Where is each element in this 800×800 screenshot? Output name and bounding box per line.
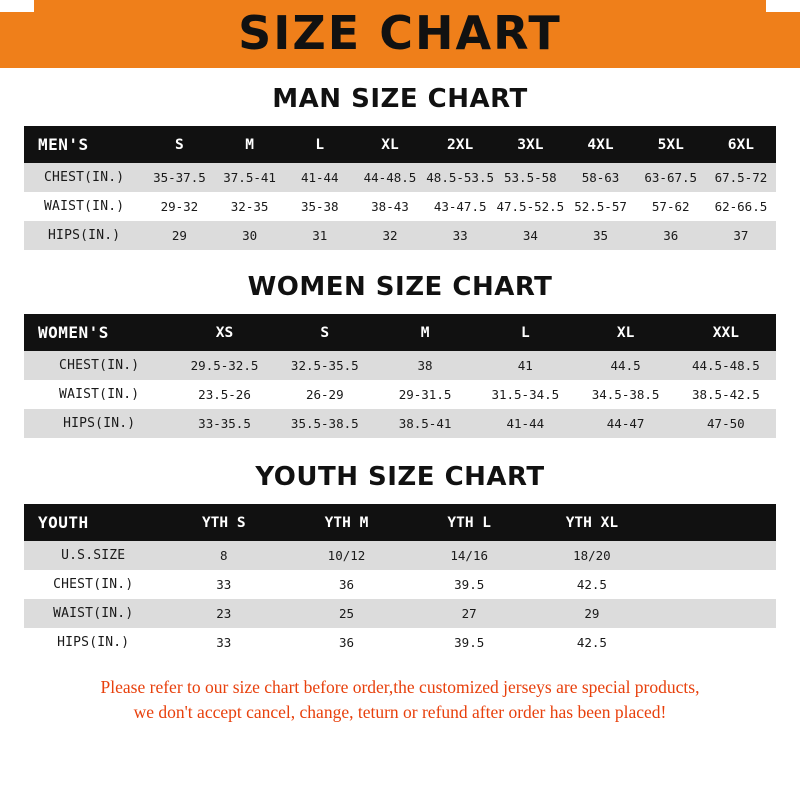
man-row-2-cell-6: 35 [565,221,635,250]
youth-row-1-label: CHEST(IN.) [24,570,162,599]
women-row-1-cell-3: 31.5-34.5 [475,380,575,409]
man-row-1-cell-8: 62-66.5 [706,192,776,221]
youth-row-3-cell-0: 33 [162,628,285,657]
youth-row-3-label: HIPS(IN.) [24,628,162,657]
youth-row-0-cell-4 [653,541,776,570]
youth-row-1-cell-4 [653,570,776,599]
women-row-0-cell-3: 41 [475,351,575,380]
man-row-0-cell-4: 48.5-53.5 [425,163,495,192]
man-header-cell-7: 4XL [565,126,635,163]
youth-row-1-cell-2: 39.5 [408,570,531,599]
table-header-row [24,504,776,541]
women-header-cell-2: S [275,314,375,351]
women-table-body [24,351,776,438]
youth-row-2-cell-1: 25 [285,599,408,628]
women-size-table [24,314,776,438]
youth-row-1-cell-1: 36 [285,570,408,599]
table-header-row [24,314,776,351]
table-row [24,628,776,657]
women-row-1-cell-2: 29-31.5 [375,380,475,409]
women-header-cell-0: WOMEN'S [24,314,174,351]
youth-header-cell-4: YTH XL [531,504,654,541]
man-row-2-cell-0: 29 [144,221,214,250]
man-size-table [24,126,776,250]
header-banner [0,0,800,68]
women-row-2-cell-0: 33-35.5 [174,409,274,438]
man-row-1-cell-0: 29-32 [144,192,214,221]
youth-row-0-cell-0: 8 [162,541,285,570]
youth-header-cell-1: YTH S [162,504,285,541]
youth-row-0-cell-3: 18/20 [531,541,654,570]
women-row-2-cell-1: 35.5-38.5 [275,409,375,438]
man-row-1-cell-1: 32-35 [215,192,285,221]
man-row-2-cell-2: 31 [285,221,355,250]
man-row-0-cell-0: 35-37.5 [144,163,214,192]
man-row-1-cell-5: 47.5-52.5 [495,192,565,221]
table-row [24,599,776,628]
man-row-2-cell-5: 34 [495,221,565,250]
women-row-2-cell-3: 41-44 [475,409,575,438]
man-row-2-cell-4: 33 [425,221,495,250]
women-header-cell-4: L [475,314,575,351]
man-section-title: MAN SIZE CHART [272,84,528,114]
women-table-head [24,314,776,351]
man-row-0-label: CHEST(IN.) [24,163,144,192]
youth-size-table [24,504,776,657]
youth-section-title: YOUTH SIZE CHART [255,462,545,492]
women-row-0-cell-0: 29.5-32.5 [174,351,274,380]
youth-row-2-cell-4 [653,599,776,628]
man-row-0-cell-5: 53.5-58 [495,163,565,192]
youth-row-0-cell-2: 14/16 [408,541,531,570]
man-header-cell-4: XL [355,126,425,163]
women-row-2-cell-5: 47-50 [676,409,776,438]
women-section-title: WOMEN SIZE CHART [247,272,553,302]
youth-row-2-cell-0: 23 [162,599,285,628]
youth-row-2-cell-2: 27 [408,599,531,628]
man-header-cell-3: L [285,126,355,163]
youth-row-2-cell-3: 29 [531,599,654,628]
table-row [24,351,776,380]
table-row [24,380,776,409]
man-row-0-cell-2: 41-44 [285,163,355,192]
table-row [24,221,776,250]
man-row-2-cell-7: 36 [636,221,706,250]
youth-row-3-cell-4 [653,628,776,657]
man-header-cell-9: 6XL [706,126,776,163]
man-row-0-cell-3: 44-48.5 [355,163,425,192]
table-header-row [24,126,776,163]
women-header-cell-1: XS [174,314,274,351]
man-table-head [24,126,776,163]
women-row-1-label: WAIST(IN.) [24,380,174,409]
women-row-1-cell-1: 26-29 [275,380,375,409]
youth-row-1-cell-3: 42.5 [531,570,654,599]
women-row-0-cell-2: 38 [375,351,475,380]
women-header-cell-5: XL [575,314,675,351]
man-row-0-cell-1: 37.5-41 [215,163,285,192]
man-table-body [24,163,776,250]
youth-header-cell-2: YTH M [285,504,408,541]
man-row-2-label: HIPS(IN.) [24,221,144,250]
table-row [24,163,776,192]
man-header-cell-8: 5XL [636,126,706,163]
youth-row-3-cell-3: 42.5 [531,628,654,657]
youth-row-3-cell-2: 39.5 [408,628,531,657]
man-row-1-cell-4: 43-47.5 [425,192,495,221]
man-row-0-cell-6: 58-63 [565,163,635,192]
footer-line-2: we don't accept cancel, change, teturn or refund after order has been placed! [133,702,667,723]
man-header-cell-5: 2XL [425,126,495,163]
table-row [24,570,776,599]
women-header-cell-6: XXL [676,314,776,351]
youth-row-1-cell-0: 33 [162,570,285,599]
man-row-1-label: WAIST(IN.) [24,192,144,221]
table-row [24,409,776,438]
women-row-0-label: CHEST(IN.) [24,351,174,380]
man-row-1-cell-6: 52.5-57 [565,192,635,221]
youth-header-cell-5 [653,504,776,541]
man-row-2-cell-8: 37 [706,221,776,250]
women-row-0-cell-1: 32.5-35.5 [275,351,375,380]
man-header-cell-0: MEN'S [24,126,144,163]
women-row-0-cell-5: 44.5-48.5 [676,351,776,380]
youth-row-3-cell-1: 36 [285,628,408,657]
women-row-0-cell-4: 44.5 [575,351,675,380]
women-row-1-cell-0: 23.5-26 [174,380,274,409]
man-row-2-cell-3: 32 [355,221,425,250]
youth-row-2-label: WAIST(IN.) [24,599,162,628]
women-row-2-cell-2: 38.5-41 [375,409,475,438]
youth-header-cell-0: YOUTH [24,504,162,541]
man-row-2-cell-1: 30 [215,221,285,250]
man-row-1-cell-2: 35-38 [285,192,355,221]
youth-table-head [24,504,776,541]
man-header-cell-2: M [215,126,285,163]
man-row-1-cell-3: 38-43 [355,192,425,221]
header-notch-right [766,0,800,12]
footer-disclaimer [24,675,776,726]
footer-line-1: Please refer to our size chart before order,the customized jerseys are special products, [100,677,700,697]
women-row-2-label: HIPS(IN.) [24,409,174,438]
women-row-2-cell-4: 44-47 [575,409,675,438]
table-row [24,192,776,221]
youth-row-0-cell-1: 10/12 [285,541,408,570]
man-row-1-cell-7: 57-62 [636,192,706,221]
women-row-1-cell-4: 34.5-38.5 [575,380,675,409]
man-row-0-cell-8: 67.5-72 [706,163,776,192]
header-notch-left [0,0,34,12]
man-row-0-cell-7: 63-67.5 [636,163,706,192]
page-title: SIZE CHART [238,6,562,60]
youth-row-0-label: U.S.SIZE [24,541,162,570]
youth-header-cell-3: YTH L [408,504,531,541]
man-header-cell-6: 3XL [495,126,565,163]
youth-table-body [24,541,776,657]
women-row-1-cell-5: 38.5-42.5 [676,380,776,409]
women-header-cell-3: M [375,314,475,351]
table-row [24,541,776,570]
chart-content [0,84,800,726]
man-header-cell-1: S [144,126,214,163]
